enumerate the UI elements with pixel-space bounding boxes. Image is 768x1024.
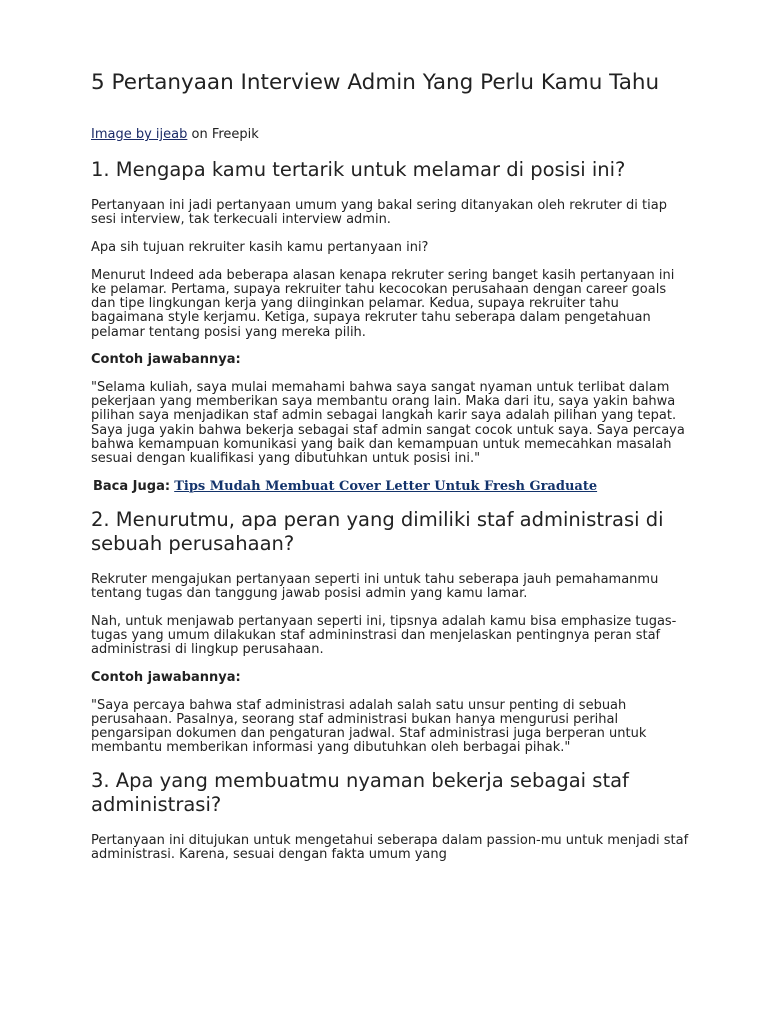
question-2-paragraph: Rekruter mengajukan pertanyaan seperti ini untuk tahu seberapa jauh pemahamanmu tentang tugas dan tanggung jawab posisi admin yang kamu lamar. bbox=[91, 571, 659, 602]
example-answer-label: Contoh jawabannya: bbox=[91, 669, 241, 685]
question-1-paragraph: Pertanyaan ini jadi pertanyaan umum yang bakal sering ditanyakan oleh rekruter di tiap sesi interview, tak terkecuali interview admin. bbox=[91, 198, 667, 228]
image-credit bbox=[91, 128, 691, 142]
image-credit-suffix: on Freepik bbox=[187, 127, 259, 142]
read-also bbox=[93, 480, 691, 494]
question-1-paragraph: Menurut Indeed ada beberapa alasan kenapa rekruter sering banget kasih pertanyaan ini ke pelamar. Pertama, supaya rekruiter tahu kecocokan perusahaan dengan career goals dan tipe lingkungan kerja yang diinginkan pelamar. Kedua, supaya rekruiter tahu bagaimana style kerjamu. Ketiga, supaya rekruter tahu seberapa dalam pengetahuan pelamar tentang posisi yang mereka pilih. bbox=[91, 267, 675, 340]
question-1-heading: 1. Mengapa kamu tertarik untuk melamar di posisi ini? bbox=[91, 158, 626, 182]
question-3-heading: 3. Apa yang membuatmu nyaman bekerja sebagai staf administrasi? bbox=[91, 768, 629, 816]
read-also-label: Baca Juga: bbox=[93, 478, 171, 494]
question-3-paragraph: Pertanyaan ini ditujukan untuk mengetahui seberapa dalam passion-mu untuk menjadi staf administrasi. Karena, sesuai dengan fakta umum yang bbox=[91, 832, 689, 863]
example-answer-label: Contoh jawabannya: bbox=[91, 352, 241, 368]
article-body bbox=[91, 70, 691, 876]
question-2-heading: 2. Menurutmu, apa peran yang dimiliki staf administrasi di sebuah perusahaan? bbox=[91, 507, 664, 555]
question-2-paragraph: Nah, untuk menjawab pertanyaan seperti ini, tipsnya adalah kamu bisa emphasize tugas-tugas yang umum dilakukan staf admininstrasi dan menjelaskan pentingnya peran staf administrasi di lingkup perusahaan. bbox=[91, 613, 677, 658]
read-also-link[interactable]: Tips Mudah Membuat Cover Letter Untuk Fresh Graduate bbox=[174, 478, 598, 494]
example-answer: "Saya percaya bahwa staf administrasi adalah salah satu unsur penting di sebuah perusahaan. Pasalnya, seorang staf administrasi bukan hanya mengurusi perihal pengarsipan dokumen dan pengaturan jadwal. Staf administrasi juga berperan untuk membantu memberikan informasi yang dibutuhkan oleh berbagai pihak." bbox=[91, 697, 647, 756]
question-1-paragraph: Apa sih tujuan rekruiter kasih kamu pertanyaan ini? bbox=[91, 240, 429, 256]
image-credit-link[interactable]: Image by ijeab bbox=[91, 127, 188, 142]
example-answer: "Selama kuliah, saya mulai memahami bahwa saya sangat nyaman untuk terlibat dalam pekerjaan yang memberikan saya membantu orang lain. Maka dari itu, saya yakin bahwa pilihan saya menjadikan staf admin sebagai langkah karir saya adalah pilihan yang tepat. Saya juga yakin bahwa bekerja sebagai staf admin sangat cocok untuk saya. Saya percaya bahwa kemampuan komunikasi yang baik dan kemampuan untuk memecahkan masalah sesuai dengan kualifikasi yang dibutuhkan untuk posisi ini." bbox=[91, 380, 685, 467]
article-title: 5 Pertanyaan Interview Admin Yang Perlu Kamu Tahu bbox=[91, 70, 660, 95]
